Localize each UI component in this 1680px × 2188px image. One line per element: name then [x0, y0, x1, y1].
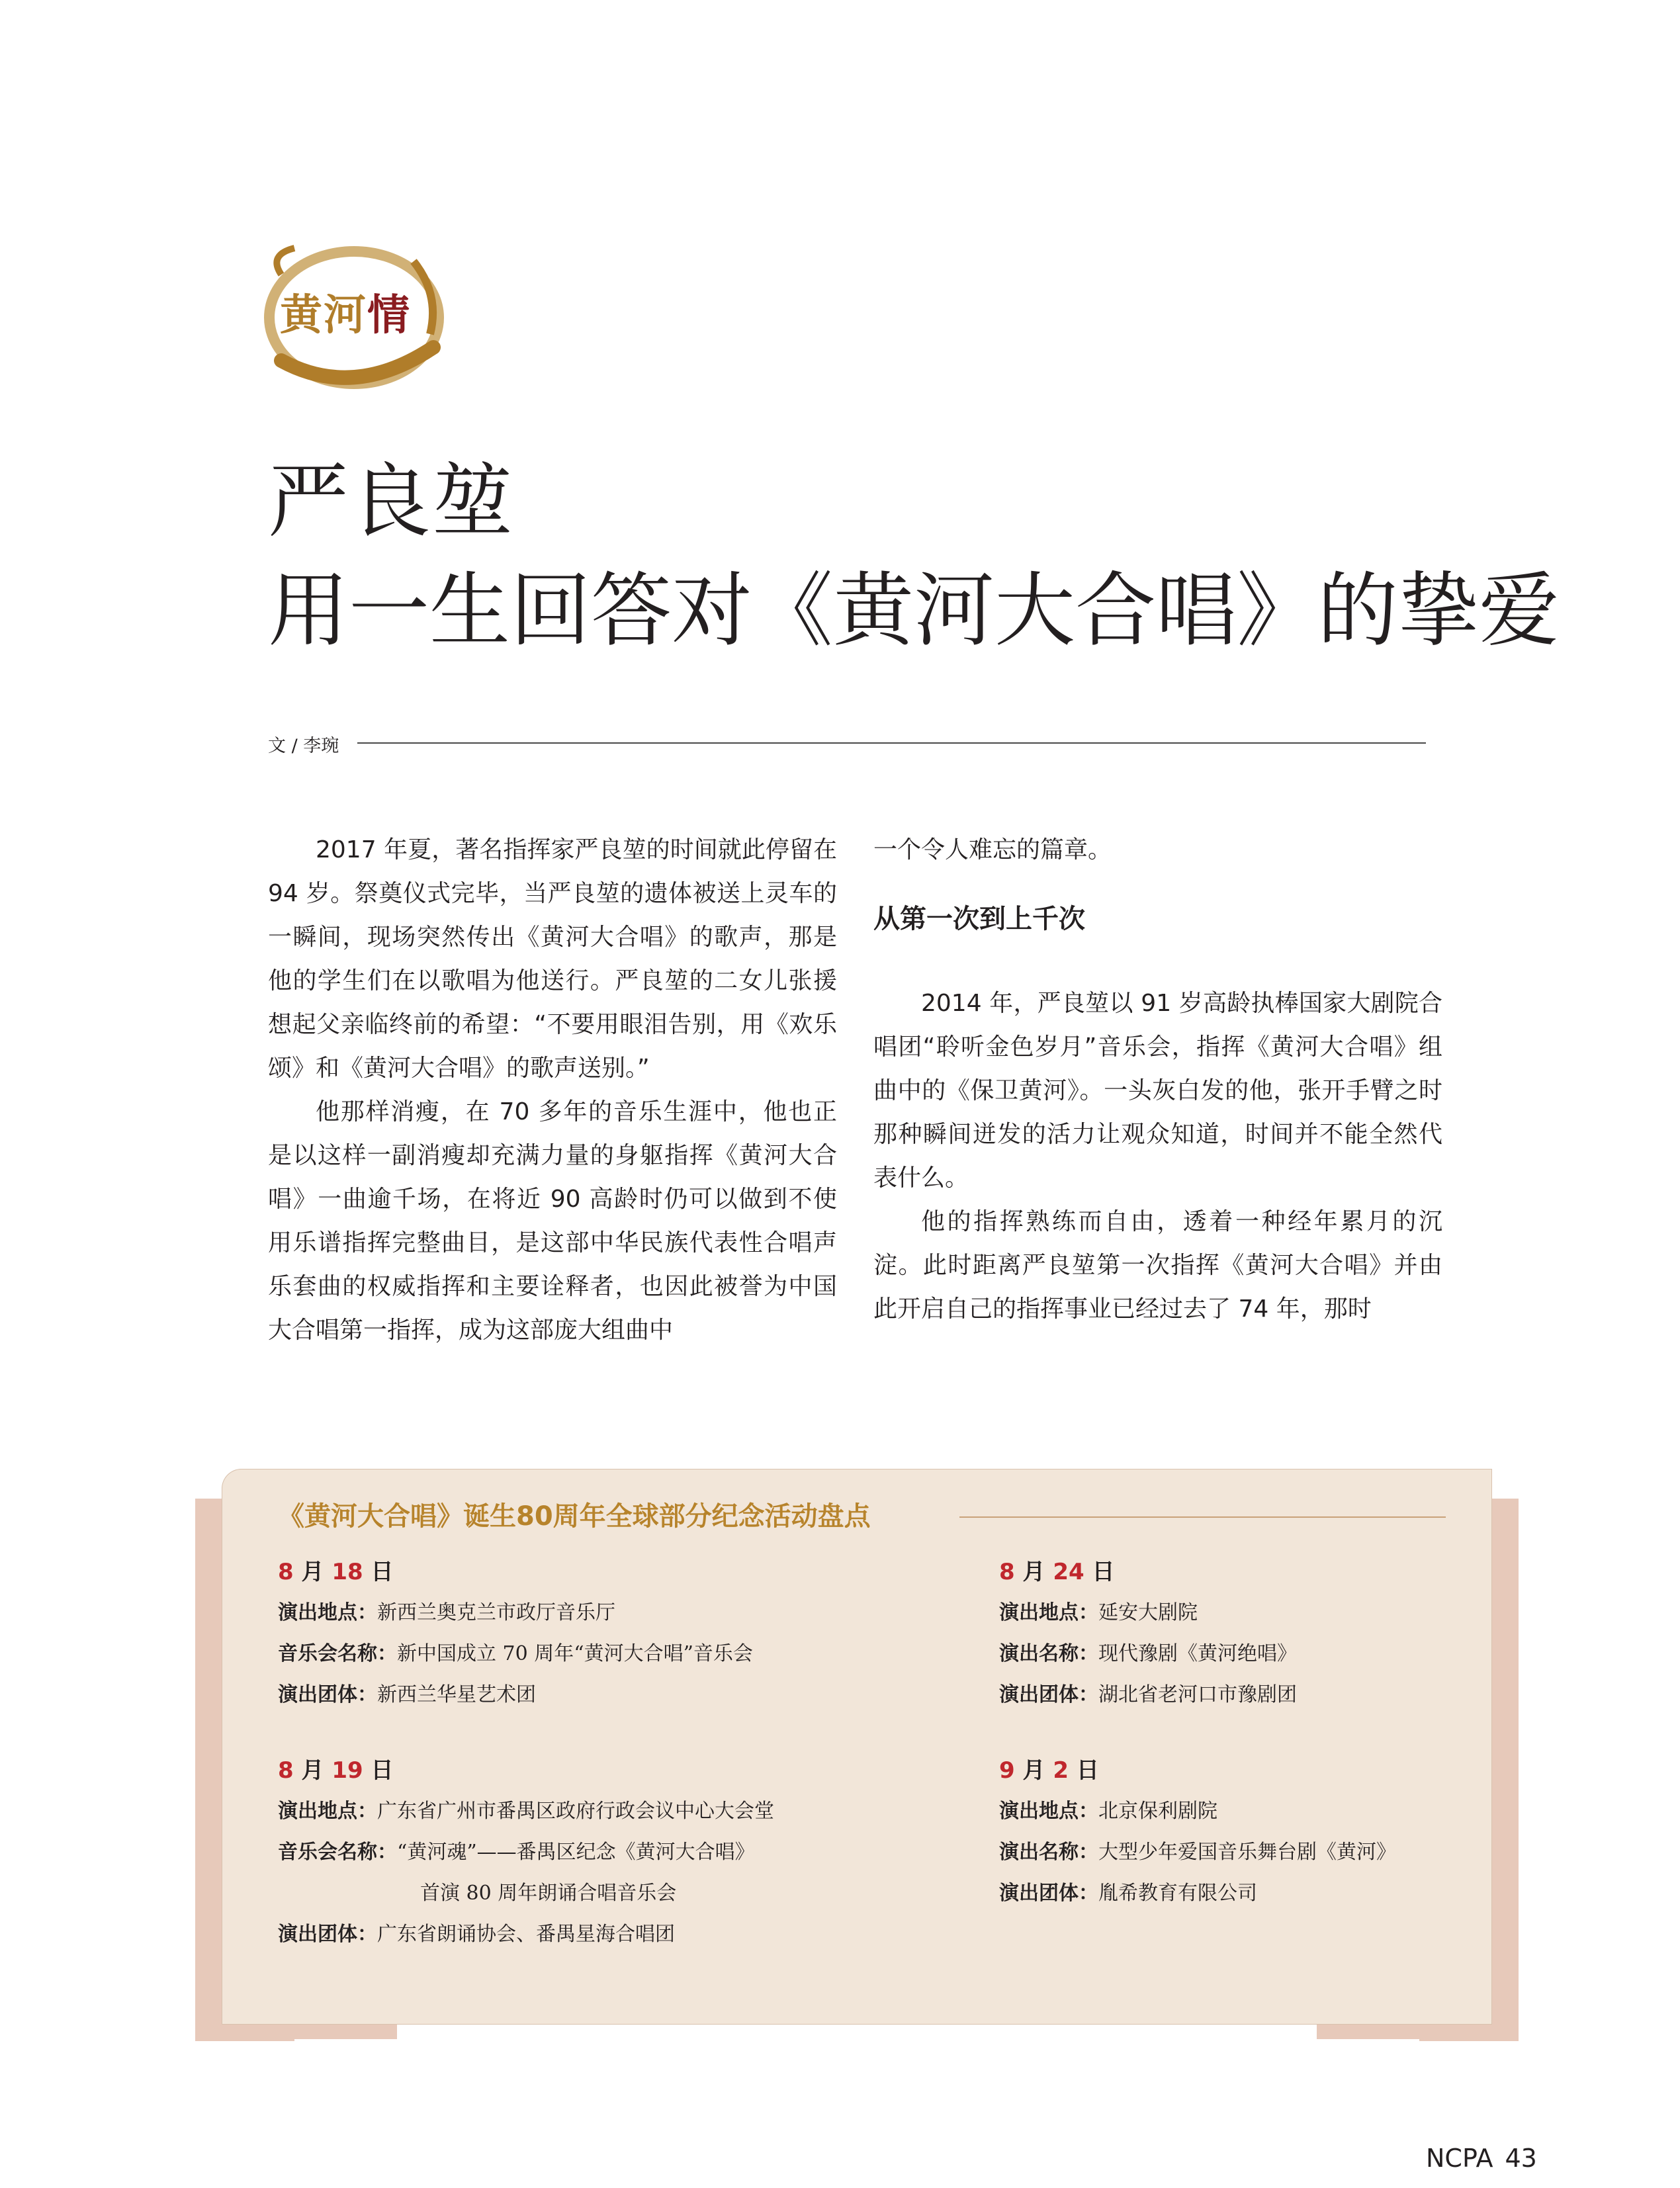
event-venue: 演出地点：北京保利剧院: [999, 1800, 1217, 1823]
magazine-name: NCPA: [1426, 2144, 1493, 2173]
event-troupe: 演出团体：胤希教育有限公司: [999, 1882, 1257, 1905]
page-folio: [1426, 2144, 1537, 2173]
events-sidebar: [195, 1459, 1519, 2041]
body-column-left: [268, 828, 837, 1352]
page-number: 43: [1505, 2144, 1537, 2173]
events-title: 《黄河大合唱》诞生80周年全球部分纪念活动盘点: [278, 1501, 871, 1532]
paragraph: 一个令人难忘的篇章。: [873, 836, 1112, 863]
event-troupe: 演出团体：湖北省老河口市豫剧团: [999, 1683, 1297, 1706]
event-aug-19: [278, 1750, 774, 1955]
events-box: [222, 1469, 1492, 2025]
event-troupe: 演出团体：广东省朗诵协会、番禺星海合唱团: [278, 1923, 675, 1946]
byline: 文 / 李琬: [268, 736, 339, 756]
article-title-name: 严良堃: [268, 455, 514, 548]
paragraph: 他那样消瘦，在 70 多年的音乐生涯中，他也正是以这样一副消瘦却充满力量的身躯指挥《黄河大合唱》一曲逾千场，在将近 90 高龄时仍可以做到不使用乐谱指挥完整曲目，是这部中华民族代表性合唱声乐套曲的权威指挥和主要诠释者，也因此被誉为中国大合唱第一指挥，成为这部庞大组曲中: [268, 1098, 837, 1344]
event-name-continued: 首演 80 周年朗诵合唱音乐会: [420, 1882, 677, 1905]
event-date: 8 月 24 日: [999, 1559, 1115, 1585]
byline-rule: [357, 742, 1426, 744]
article-title-subtitle: 用一生回答对《黄河大合唱》的挚爱: [268, 564, 1560, 658]
paragraph: 他的指挥熟练而自由，透着一种经年累月的沉淀。此时距离严良堃第一次指挥《黄河大合唱》并由此开启自己的指挥事业已经过去了 74 年，那时: [873, 1208, 1442, 1323]
section-heading: 从第一次到上千次: [873, 904, 1085, 934]
event-sep-2: [999, 1750, 1396, 1914]
event-name: 音乐会名称：“黄河魂”——番禺区纪念《黄河大合唱》: [278, 1841, 755, 1864]
column-logo: [255, 235, 453, 394]
event-name: 演出名称：大型少年爱国音乐舞台剧《黄河》: [999, 1841, 1396, 1864]
event-aug-18: [278, 1552, 753, 1716]
event-date: 8 月 18 日: [278, 1559, 394, 1585]
event-venue: 演出地点：新西兰奥克兰市政厅音乐厅: [278, 1601, 615, 1624]
event-aug-24: [999, 1552, 1297, 1716]
event-date: 9 月 2 日: [999, 1757, 1099, 1784]
paragraph: 2014 年，严良堃以 91 岁高龄执棒国家大剧院合唱团“聆听金色岁月”音乐会，指挥《黄河大合唱》组曲中的《保卫黄河》。一头灰白发的他，张开手臂之时那种瞬间迸发的活力让观众知道，时间并不能全然代表什么。: [873, 990, 1442, 1192]
event-date: 8 月 19 日: [278, 1757, 394, 1784]
event-venue: 演出地点：延安大剧院: [999, 1601, 1198, 1624]
ribbon-foot-left: [195, 2025, 397, 2039]
event-name: 音乐会名称：新中国成立 70 周年“黄河大合唱”音乐会: [278, 1642, 753, 1665]
logo-text: 黄河情: [280, 291, 411, 340]
event-venue: 演出地点：广东省广州市番禺区政府行政会议中心大会堂: [278, 1800, 774, 1823]
event-troupe: 演出团体：新西兰华星艺术团: [278, 1683, 536, 1706]
ribbon-foot-right: [1317, 2025, 1519, 2039]
paragraph: 2017 年夏，著名指挥家严良堃的时间就此停留在 94 岁。祭奠仪式完毕，当严良堃的遗体被送上灵车的一瞬间，现场突然传出《黄河大合唱》的歌声，那是他的学生们在以歌唱为他送行。严良堃的二女儿张援想起父亲临终前的希望：“不要用眼泪告别，用《欢乐颂》和《黄河大合唱》的歌声送别。”: [268, 836, 837, 1082]
event-name: 演出名称：现代豫剧《黄河绝唱》: [999, 1642, 1297, 1665]
body-column-right: [873, 828, 1442, 1331]
events-title-rule: [959, 1516, 1446, 1518]
